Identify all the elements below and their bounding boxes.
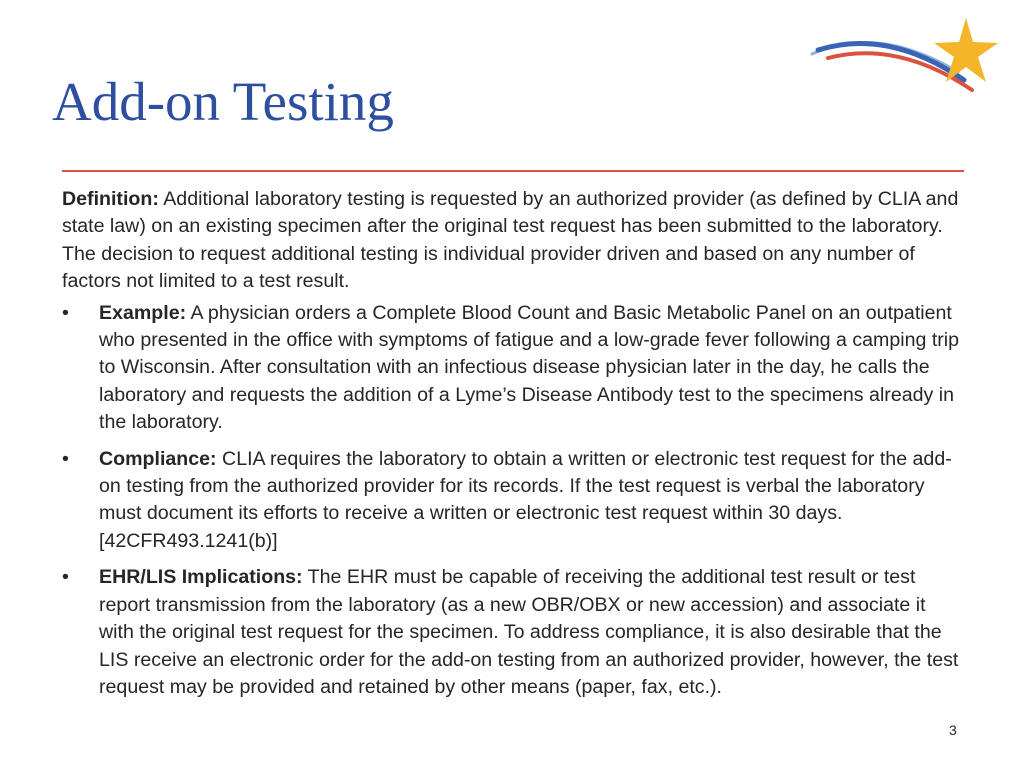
- bullet-label: Example:: [99, 301, 187, 324]
- bullet-example: [62, 300, 962, 437]
- definition-label: Definition:: [62, 188, 159, 210]
- bullet-text: CLIA requires the laboratory to obtain a written or electronic test request for the add-on testing from the authorized provider for its records. If the test request is verbal the laboratory must document its efforts to receive a written or electronic test request within 30 days. [42CFR493.1241(b)]: [99, 447, 952, 552]
- page-number: 3: [949, 722, 957, 738]
- slide-body: [62, 186, 962, 710]
- bullet-marker: •: [62, 447, 69, 470]
- bullet-label: Compliance:: [99, 447, 217, 470]
- shooting-star-logo-icon: [808, 14, 998, 104]
- definition-paragraph: [62, 186, 962, 296]
- slide-title: Add-on Testing: [52, 71, 394, 132]
- title-divider: [62, 170, 964, 172]
- bullet-marker: •: [62, 301, 69, 324]
- bullet-text: The EHR must be capable of receiving the additional test result or test report transmission from the laboratory (as a new OBR/OBX or new accession) and associate it with the original test request for the specimen. To address compliance, it is also desirable that the LIS receive an electronic order for the add-on testing from an authorized provider, however, the test request may be provided and retained by other means (paper, fax, etc.).: [99, 566, 959, 698]
- bullet-text: A physician orders a Complete Blood Count and Basic Metabolic Panel on an outpatient who presented in the office with symptoms of fatigue and a low-grade fever following a camping trip to Wisconsin. After consultation with an infectious disease physician later in the day, he calls the laboratory and requests the addition of a Lyme’s Disease Antibody test to the specimens already in the laboratory.: [99, 301, 960, 434]
- bullet-label: EHR/LIS Implications:: [99, 566, 303, 589]
- definition-text: Additional laboratory testing is requested by an authorized provider (as defined by CLIA and state law) on an existing specimen after the original test request has been submitted to the laboratory. The decision to request additional testing is individual provider driven and based on any number of factors not limited to a test result.: [62, 188, 959, 293]
- bullet-compliance: [62, 446, 962, 556]
- bullet-list: [62, 300, 962, 702]
- bullet-marker: •: [62, 566, 69, 589]
- bullet-ehr-lis-implications: [62, 564, 962, 701]
